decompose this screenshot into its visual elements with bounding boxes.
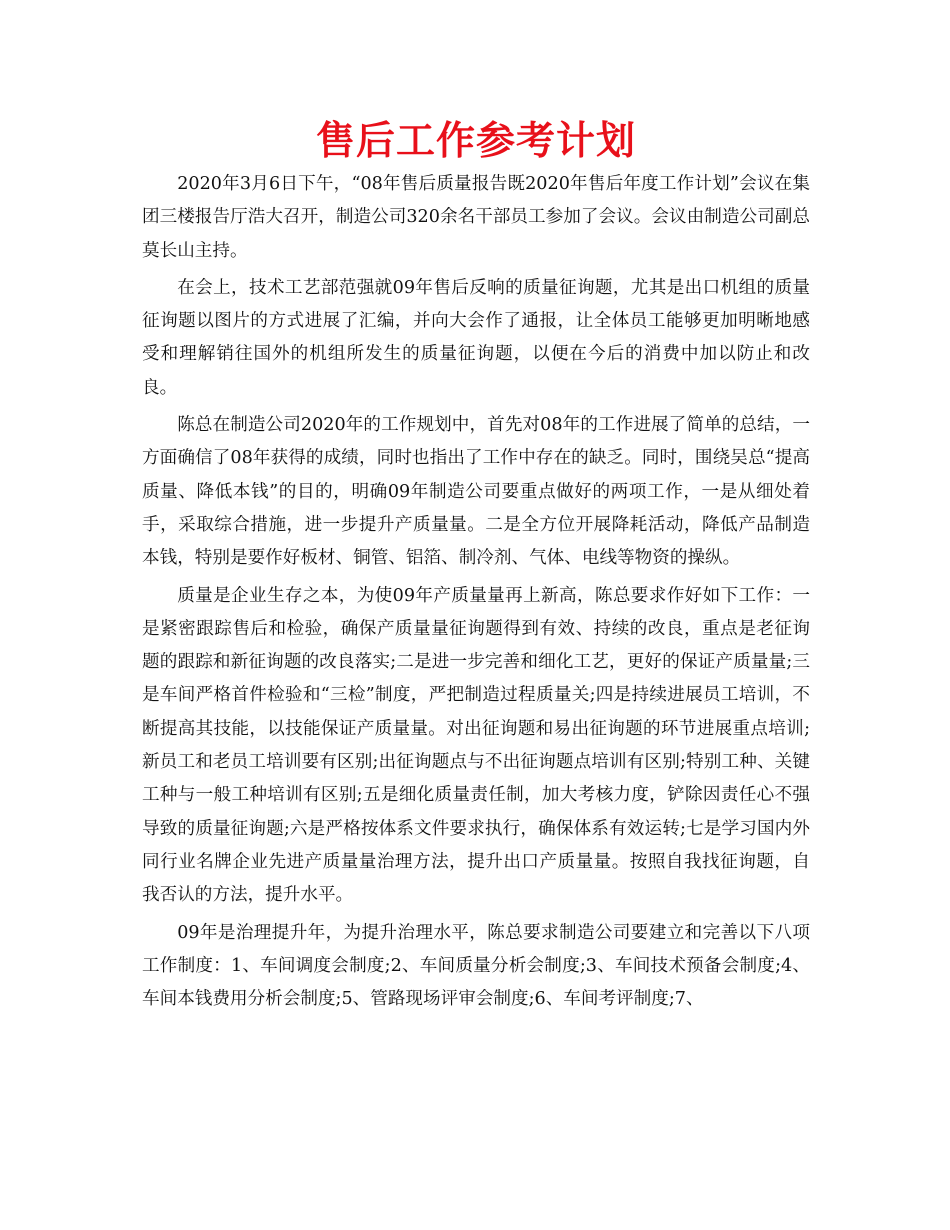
paragraph-2: 在会上，技术工艺部范强就09年售后反响的质量征询题，尤其是出口机组的质量征询题以图片的方式进展了汇编，并向大会作了通报，让全体员工能够更加明晰地感受和理解销往国外的机组所发生的质量征询题，以便在今后的消费中加以防止和改良。 bbox=[142, 277, 810, 398]
document-title: 售后工作参考计划 bbox=[315, 119, 636, 164]
paragraph-1: 2020年3月6日下午，“08年售后质量报告既2020年售后年度工作计划”会议在集团三楼报告厅浩大召开，制造公司320余名干部员工参加了会议。会议由制造公司副总莫长山主持。 bbox=[142, 174, 810, 261]
paragraph-4: 质量是企业生存之本，为使09年产质量量再上新高，陈总要求作好如下工作：一是紧密跟踪售后和检验，确保产质量量征询题得到有效、持续的改良，重点是老征询题的跟踪和新征询题的改良落实;二是进一步完善和细化工艺，更好的保证产质量量;三是车间严格首件检验和“三检”制度，严把制造过程质量关;四是持续进展员工培训，不断提高其技能，以技能保证产质量量。对出征询题和易出征询题的环节进展重点培训;新员工和老员工培训要有区别;出征询题点与不出征询题点培训有区别;特别工种、关键工种与一般工种培训有区别;五是细化质量责任制，加大考核力度，铲除因责任心不强导致的质量征询题;六是严格按体系文件要求执行，确保体系有效运转;七是学习国内外同行业名牌企业先进产质量量治理方法，提升出口产质量量。按照自我找征询题，自我否认的方法，提升水平。 bbox=[142, 585, 810, 906]
document-page bbox=[142, 118, 810, 1020]
paragraph-3: 陈总在制造公司2020年的工作规划中，首先对08年的工作进展了简单的总结，一方面确信了08年获得的成绩，同时也指出了工作中存在的缺乏。同时，围绕吴总“提高质量、降低本钱”的目的，明确09年制造公司要重点做好的两项工作，一是从细处着手，采取综合措施，进一步提升产质量量。二是全方位开展降耗活动，降低产品制造本钱，特别是要作好板材、铜管、铝箔、制冷剂、气体、电线等物资的操纵。 bbox=[142, 415, 810, 569]
paragraph-5: 09年是治理提升年，为提升治理水平，陈总要求制造公司要建立和完善以下八项工作制度：1、车间调度会制度;2、车间质量分析会制度;3、车间技术预备会制度;4、车间本钱费用分析会制度;5、管路现场评审会制度;6、车间考评制度;7、 bbox=[142, 922, 810, 1010]
